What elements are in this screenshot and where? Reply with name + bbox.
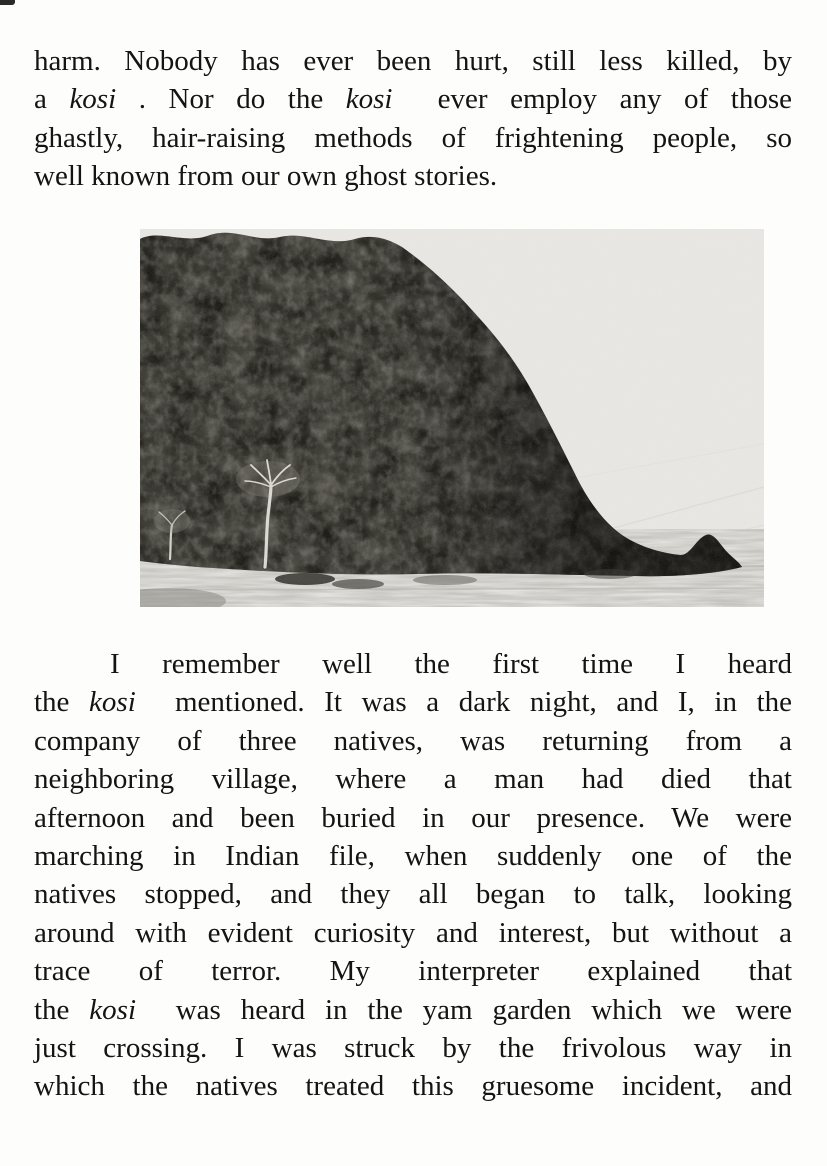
coastal-headland-photo <box>140 229 764 607</box>
text-line: I remember well the first time I heard <box>110 648 792 680</box>
text-line: ghastly, hair-raising methods of frightening people, so <box>34 121 792 154</box>
text-line: the kosi mentioned. It was a dark night, and I, in the <box>34 686 792 719</box>
text-line: which the natives treated this gruesome incident, and <box>34 1070 792 1103</box>
text-line: the kosi was heard in the yam garden which we were <box>34 993 792 1026</box>
text-line: well known from our own ghost stories. <box>34 160 498 193</box>
paragraph <box>34 645 792 1106</box>
text-line: natives stopped, and they all began to talk, looking <box>34 878 792 911</box>
text-line: around with evident curiosity and interest, but without a <box>34 916 792 949</box>
scan-smudge-artifact <box>0 0 15 5</box>
text-line: neighboring village, where a man had died that <box>34 763 792 796</box>
text-line: trace of terror. My interpreter explained that <box>34 955 792 988</box>
paragraph <box>34 42 792 196</box>
text-line: a kosi . Nor do the kosi ever employ any of those <box>34 83 792 116</box>
text-line: company of three natives, was returning from a <box>34 724 792 757</box>
headland-photo-illustration <box>140 229 764 607</box>
text-line: marching in Indian file, when suddenly one of the <box>34 840 792 873</box>
text-line: just crossing. I was struck by the frivolous way in <box>34 1032 792 1065</box>
text-line: harm. Nobody has ever been hurt, still less killed, by <box>34 45 792 77</box>
text-line: afternoon and been buried in our presence. We were <box>34 801 792 834</box>
